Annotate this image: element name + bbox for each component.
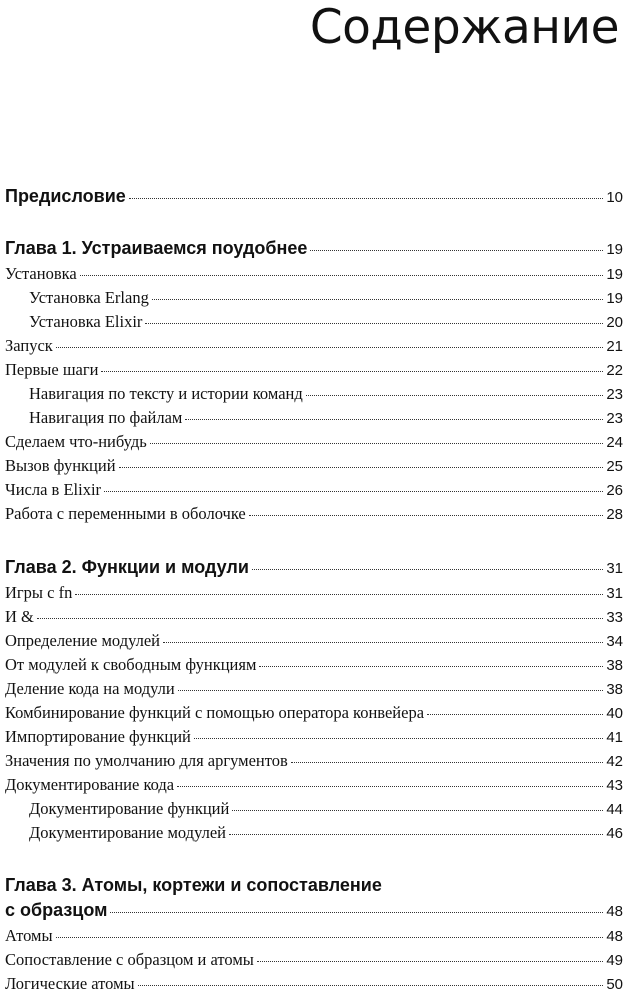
dot-leader bbox=[110, 912, 603, 913]
toc-entry-chapter-1 bbox=[5, 237, 623, 261]
toc-entry-label: Глава 1. Устраиваемся поудобнее bbox=[5, 238, 308, 258]
toc-entry-page: 50 bbox=[606, 976, 623, 993]
toc-entry-page: 23 bbox=[606, 386, 623, 403]
toc-entry bbox=[5, 727, 623, 748]
dot-leader bbox=[150, 443, 604, 444]
toc-entry bbox=[5, 775, 623, 796]
toc-entry-chapter-2 bbox=[5, 556, 623, 580]
toc-subentry bbox=[5, 823, 623, 844]
toc-entry-label: Деление кода на модули bbox=[5, 679, 175, 698]
toc-entry-label: И & bbox=[5, 607, 34, 626]
toc-subentry bbox=[5, 384, 623, 405]
toc-entry-page: 48 bbox=[606, 903, 623, 920]
toc-entry bbox=[5, 631, 623, 652]
toc-entry bbox=[5, 926, 623, 947]
toc-entry-label: Сделаем что-нибудь bbox=[5, 432, 147, 451]
toc-entry-page: 23 bbox=[606, 410, 623, 427]
toc-entry-label: Документирование кода bbox=[5, 775, 175, 794]
toc-entry bbox=[5, 950, 623, 971]
page-title: Содержание bbox=[309, 0, 619, 55]
toc-entry-label: Установка Elixir bbox=[29, 312, 143, 331]
dot-leader bbox=[163, 642, 603, 643]
toc-entry-label: Документирование функций bbox=[29, 799, 230, 818]
dot-leader bbox=[427, 714, 603, 715]
dot-leader bbox=[185, 419, 603, 420]
toc-entry-page: 31 bbox=[606, 560, 623, 577]
toc-subentry bbox=[5, 799, 623, 820]
toc-entry-page: 26 bbox=[606, 482, 623, 499]
dot-leader bbox=[249, 515, 604, 516]
toc-entry-label: Установка Erlang bbox=[29, 288, 149, 307]
toc-subentry bbox=[5, 408, 623, 429]
toc-entry bbox=[5, 679, 623, 700]
toc-subentry bbox=[5, 288, 623, 309]
toc-entry bbox=[5, 432, 623, 453]
dot-leader bbox=[177, 786, 603, 787]
dot-leader bbox=[129, 198, 604, 199]
toc-entry-page: 43 bbox=[606, 777, 623, 794]
dot-leader bbox=[291, 762, 604, 763]
toc-entry-label: Импортирование функций bbox=[5, 727, 191, 746]
dot-leader bbox=[104, 491, 603, 492]
dot-leader bbox=[37, 618, 603, 619]
toc-entry-page: 38 bbox=[606, 681, 623, 698]
toc-entry bbox=[5, 583, 623, 604]
toc-entry-label: Комбинирование функций с помощью оператора конвейера bbox=[5, 703, 425, 722]
toc-entry-label: Вызов функций bbox=[5, 456, 116, 475]
dot-leader bbox=[178, 690, 604, 691]
toc-entry-label: От модулей к свободным функциям bbox=[5, 655, 257, 674]
toc-entry-page: 20 bbox=[606, 314, 623, 331]
toc-entry-page: 22 bbox=[606, 362, 623, 379]
dot-leader bbox=[101, 371, 603, 372]
toc-entry-page: 42 bbox=[606, 753, 623, 770]
dot-leader bbox=[252, 569, 603, 570]
dot-leader bbox=[119, 467, 604, 468]
toc-entry-label: Первые шаги bbox=[5, 360, 99, 379]
toc-entry-label: Сопоставление с образцом и атомы bbox=[5, 950, 254, 969]
dot-leader bbox=[257, 961, 603, 962]
dot-leader bbox=[75, 594, 603, 595]
toc-entry-page: 28 bbox=[606, 506, 623, 523]
toc-entry-page: 44 bbox=[606, 801, 623, 818]
dot-leader bbox=[56, 937, 604, 938]
toc-entry-label: Предисловие bbox=[5, 186, 126, 206]
dot-leader bbox=[259, 666, 603, 667]
toc-entry-label: Глава 2. Функции и модули bbox=[5, 557, 249, 577]
toc-entry-label: Значения по умолчанию для аргументов bbox=[5, 751, 288, 770]
toc-entry-label: Числа в Elixir bbox=[5, 480, 102, 499]
toc-entry bbox=[5, 264, 623, 285]
toc-entry-label: Навигация по файлам bbox=[29, 408, 183, 427]
toc-entry-page: 31 bbox=[606, 585, 623, 602]
dot-leader bbox=[152, 299, 603, 300]
toc-entry-label: Атомы bbox=[5, 926, 53, 945]
toc-entry-page: 46 bbox=[606, 825, 623, 842]
toc-entry-page: 33 bbox=[606, 609, 623, 626]
dot-leader bbox=[232, 810, 603, 811]
toc-entry-label: Навигация по тексту и истории команд bbox=[29, 384, 303, 403]
toc-entry-page: 19 bbox=[606, 241, 623, 258]
toc-entry-page: 40 bbox=[606, 705, 623, 722]
dot-leader bbox=[306, 395, 604, 396]
toc-subentry bbox=[5, 312, 623, 333]
dot-leader bbox=[194, 738, 603, 739]
toc-entry-label: Логические атомы bbox=[5, 974, 135, 993]
toc-entry-label: с образцом bbox=[5, 900, 108, 920]
toc-entry-page: 24 bbox=[606, 434, 623, 451]
toc-entry-chapter-3 bbox=[5, 899, 623, 923]
toc-entry-page: 34 bbox=[606, 633, 623, 650]
toc-entry bbox=[5, 480, 623, 501]
dot-leader bbox=[138, 985, 604, 986]
toc-entry-label: Игры с fn bbox=[5, 583, 73, 602]
toc-entry-label: Установка bbox=[5, 264, 77, 283]
toc-entry-label: Документирование модулей bbox=[29, 823, 226, 842]
dot-leader bbox=[310, 250, 603, 251]
toc-entry bbox=[5, 504, 623, 525]
toc-entry bbox=[5, 607, 623, 628]
toc-entry-page: 25 bbox=[606, 458, 623, 475]
toc-entry bbox=[5, 336, 623, 357]
dot-leader bbox=[56, 347, 604, 348]
toc-entry-page: 49 bbox=[606, 952, 623, 969]
toc-entry-page: 19 bbox=[606, 290, 623, 307]
toc-entry bbox=[5, 703, 623, 724]
toc-entry-page: 10 bbox=[606, 189, 623, 206]
dot-leader bbox=[229, 834, 603, 835]
toc-entry bbox=[5, 655, 623, 676]
toc-entry-page: 48 bbox=[606, 928, 623, 945]
toc-entry-page: 21 bbox=[606, 338, 623, 355]
dot-leader bbox=[80, 275, 604, 276]
dot-leader bbox=[145, 323, 603, 324]
toc-entry bbox=[5, 974, 623, 995]
toc-chapter-3-title: Глава 3. Атомы, кортежи и сопоставление bbox=[5, 875, 382, 895]
toc-entry-label: Работа с переменными в оболочке bbox=[5, 504, 246, 523]
toc-entry-label: Определение модулей bbox=[5, 631, 161, 650]
toc-entry bbox=[5, 751, 623, 772]
toc-entry bbox=[5, 360, 623, 381]
toc-entry-label: Запуск bbox=[5, 336, 53, 355]
toc-entry-page: 38 bbox=[606, 657, 623, 674]
toc-entry-preface bbox=[5, 185, 623, 209]
toc-entry-page: 19 bbox=[606, 266, 623, 283]
toc-entry-page: 41 bbox=[606, 729, 623, 746]
toc-entry bbox=[5, 456, 623, 477]
